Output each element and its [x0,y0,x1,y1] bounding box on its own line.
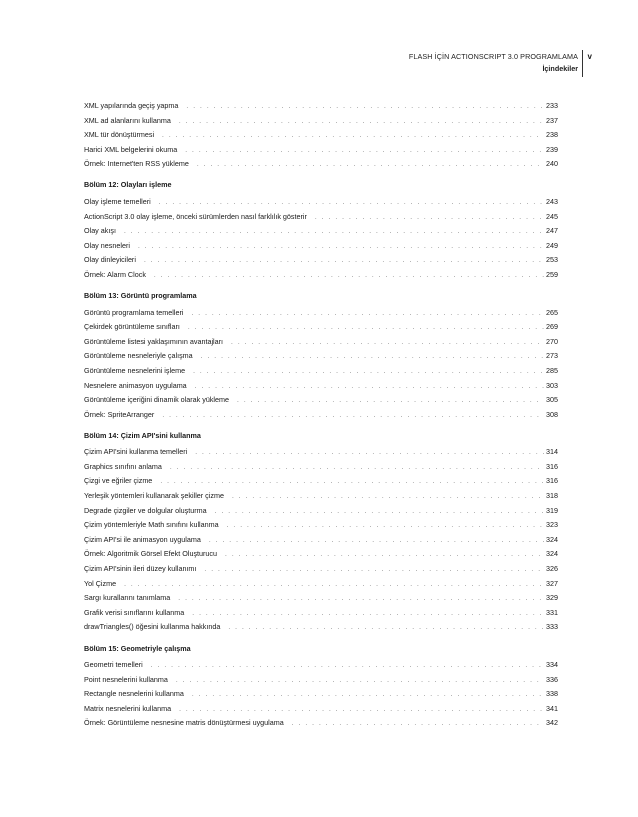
dot-leader [232,490,544,505]
toc-entry-label: Çekirdek görüntüleme sınıfları [84,322,180,332]
page-number: v [587,52,592,61]
toc-entry-page: 341 [546,703,558,713]
dot-leader [315,211,544,226]
toc-entry-label: Örnek: SpriteArranger [84,409,155,419]
toc-entry-label: XML tür dönüştürmesi [84,130,155,140]
toc-entry-label: XML ad alanlarını kullanma [84,115,171,125]
chapter-title[interactable]: Bölüm 13: Görüntü programlama [84,291,197,301]
dot-leader [191,307,544,322]
toc-entry-label: Yol Çizme [84,578,117,588]
dot-leader [160,475,544,490]
toc-entry[interactable] [84,114,558,129]
toc-entry[interactable] [84,210,558,225]
toc-entry[interactable] [84,157,558,172]
toc-entry-page: 240 [546,159,558,169]
dot-leader [179,703,544,718]
toc-entry-label: XML yapılarında geçiş yapma [84,101,179,110]
dot-leader [178,592,544,607]
toc-entry-label: Rectangle nesnelerini kullanma [84,689,184,699]
toc-entry[interactable] [84,349,558,364]
section-title: İçindekiler [542,64,578,73]
toc-entry[interactable] [84,306,558,321]
toc-entry-page: 243 [546,196,558,206]
dot-leader [138,240,544,255]
toc-entry-page: 324 [546,549,558,559]
toc-entry-label: Çizim API'sini kullanma temelleri [84,447,188,457]
dot-leader [197,158,544,173]
dot-leader [185,144,544,159]
dot-leader [124,225,544,240]
toc-entry-page: 316 [546,476,558,486]
toc-entry-label: Yerleşik yöntemleri kullanarak şekiller çizme [84,491,224,501]
toc-entry-label: Görüntüleme nesnelerini işleme [84,365,186,375]
toc-entry-page: 247 [546,226,558,236]
toc-entry-label: Sargı kurallarını tanımlama [84,593,171,603]
dot-leader [192,607,544,622]
toc-entry-page: 342 [546,718,558,728]
toc-entry-label: Görüntüleme listesi yaklaşımının avantajları [84,336,224,346]
dot-leader [124,578,544,593]
toc-entry-label: Olay işleme temelleri [84,196,151,206]
toc-entry-label: Point nesnelerini kullanma [84,674,168,684]
dot-leader [228,621,544,636]
toc-entry-label: Çizgi ve eğriler çizme [84,476,153,486]
toc-chapter [84,644,558,731]
toc-entry-page: 303 [546,380,558,390]
toc-entry[interactable] [84,577,558,592]
toc-entry[interactable] [84,335,558,350]
toc-entry-label: Örnek: Algoritmik Görsel Efekt Oluşturucu [84,549,218,559]
toc-entry-page: 269 [546,322,558,332]
toc-entry-page: 237 [546,115,558,125]
toc-entry-page: 233 [546,101,558,110]
toc-entry-page: 329 [546,593,558,603]
toc-entry[interactable] [84,620,558,635]
toc-entry-page: 308 [546,409,558,419]
toc-entry-label: Örnek: Görüntüleme nesnesine matris dönüştürmesi uygulama [84,718,284,728]
toc-entry[interactable] [84,716,558,731]
toc-entry[interactable] [84,408,558,423]
toc-entry[interactable] [84,518,558,533]
toc-entry-page: 316 [546,461,558,471]
dot-leader [144,254,544,269]
chapter-title[interactable]: Bölüm 15: Geometriyle çalışma [84,643,191,653]
toc-entry[interactable] [84,320,558,335]
toc-entry[interactable] [84,253,558,268]
dot-leader [151,659,544,674]
toc-entry-label: Grafik verisi sınıflarını kullanma [84,607,185,617]
dot-leader [292,717,544,732]
chapter-title[interactable]: Bölüm 14: Çizim API'sini kullanma [84,430,201,440]
toc-entry-page: 323 [546,520,558,530]
toc-entry-page: 285 [546,365,558,375]
dot-leader [170,461,544,476]
page-header [408,52,592,73]
toc-entry-label: Olay dinleyicileri [84,255,136,265]
toc-entry-page: 338 [546,689,558,699]
toc-entry-page: 265 [546,307,558,317]
toc-entry-label: drawTriangles() öğesini kullanma hakkında [84,622,221,632]
toc-entry[interactable] [84,702,558,717]
toc-entry[interactable] [84,445,558,460]
toc-entry-page: 238 [546,130,558,140]
toc-entry-label: Örnek: Alarm Clock [84,269,146,279]
toc-entry[interactable] [84,239,558,254]
dot-leader [204,563,544,578]
toc-entry[interactable] [84,606,558,621]
toc-entry-page: 327 [546,578,558,588]
toc-entry-page: 270 [546,336,558,346]
toc-entry-page: 331 [546,607,558,617]
toc-entry[interactable] [84,547,558,562]
toc-entry-page: 239 [546,144,558,154]
toc-entry[interactable] [84,128,558,143]
toc-entry-page: 318 [546,491,558,501]
toc-entry[interactable] [84,533,558,548]
dot-leader [179,115,544,130]
toc-entry-label: Olay akışı [84,226,116,236]
toc-entry-page: 305 [546,395,558,405]
toc-entry-label: Çizim API'si ile animasyon uygulama [84,534,201,544]
toc-entry[interactable] [84,99,558,114]
toc-entry[interactable] [84,195,558,210]
toc-entry-page: 334 [546,660,558,669]
toc-entry[interactable] [84,393,558,408]
toc-entry-label: Görüntüleme içeriğini dinamik olarak yükleme [84,395,230,405]
toc-entry[interactable] [84,268,558,283]
toc-entry-label: Görüntüleme nesneleriyle çalışma [84,351,193,361]
toc-entry-page: 326 [546,564,558,574]
dot-leader [159,196,544,211]
dot-leader [188,321,544,336]
dot-leader [195,446,544,461]
toc-entry[interactable] [84,379,558,394]
toc-entry-label: Görüntü programlama temelleri [84,307,184,317]
toc-entry-page: 249 [546,240,558,250]
dot-leader [215,505,544,520]
toc-entry[interactable] [84,474,558,489]
toc-entry-label: Olay nesneleri [84,240,130,250]
toc-entry-label: Degrade çizgiler ve dolgular oluşturma [84,505,207,515]
toc-entry[interactable] [84,364,558,379]
toc-entry-page: 336 [546,674,558,684]
toc-entry-label: Çizim API'sinin ileri düzey kullanımı [84,564,197,574]
toc-entry-page: 273 [546,351,558,361]
toc-chapter [84,291,558,422]
dot-leader [227,519,544,534]
chapter-title[interactable]: Bölüm 12: Olayları işleme [84,180,172,190]
toc-entry-label: Nesnelere animasyon uygulama [84,380,187,390]
dot-leader [192,688,544,703]
dot-leader [231,336,544,351]
toc-entry-page: 324 [546,534,558,544]
toc-entry[interactable] [84,658,558,673]
toc-chapter [84,180,558,282]
dot-leader [195,380,544,395]
toc-entry-label: Örnek: Internet'ten RSS yükleme [84,159,189,169]
toc-entry-page: 245 [546,211,558,221]
header-rule [582,50,583,77]
toc-entry-page: 314 [546,447,558,457]
toc-entry[interactable] [84,591,558,606]
toc-entry-label: Harici XML belgelerini okuma [84,144,178,154]
toc-entry[interactable] [84,224,558,239]
toc-entry-page: 333 [546,622,558,632]
toc-entry[interactable] [84,504,558,519]
toc-entry-label: Graphics sınıfını anlama [84,461,162,471]
toc-entry[interactable] [84,687,558,702]
toc-entry-label: Çizim yöntemleriyle Math sınıfını kullanma [84,520,219,530]
toc-entry[interactable] [84,562,558,577]
dot-leader [193,365,544,380]
toc-entry-page: 319 [546,505,558,515]
dot-leader [162,409,544,424]
toc-entry-page: 259 [546,269,558,279]
dot-leader [186,100,544,115]
toc-entry-page: 253 [546,255,558,265]
toc-entry-label: Matrix nesnelerini kullanma [84,703,172,713]
dot-leader [201,350,544,365]
toc-entry-label: Geometri temelleri [84,660,143,669]
dot-leader [162,129,544,144]
toc-group-intro [84,99,558,172]
dot-leader [154,269,544,284]
dot-leader [237,394,544,409]
toc-entry[interactable] [84,489,558,504]
toc-entry[interactable] [84,143,558,158]
table-of-contents [84,99,558,739]
dot-leader [176,674,544,689]
dot-leader [209,534,544,549]
toc-chapter [84,431,558,635]
toc-entry[interactable] [84,673,558,688]
book-title: FLASH İÇİN ACTIONSCRIPT 3.0 PROGRAMLAMA [408,52,578,61]
toc-entry[interactable] [84,460,558,475]
dot-leader [225,548,544,563]
toc-entry-label: ActionScript 3.0 olay işleme, önceki sürümlerden nasıl farklılık gösterir [84,211,307,221]
